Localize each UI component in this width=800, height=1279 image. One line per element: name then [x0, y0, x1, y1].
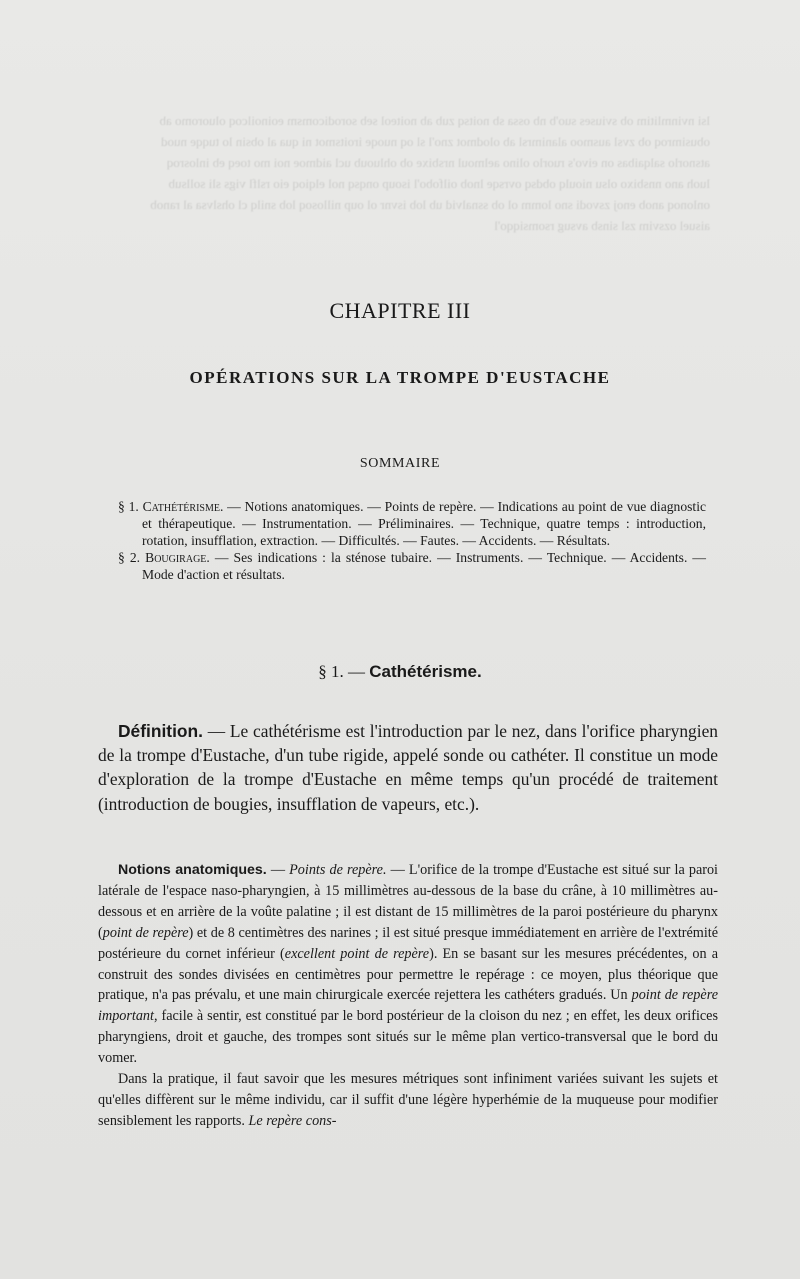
- sommaire-entry-name: Cathétérisme.: [142, 499, 224, 514]
- sommaire-entry-1: [118, 498, 706, 549]
- notions-lead: Notions anatomiques.: [118, 862, 267, 878]
- sommaire-entry-text: — Notions anatomiques. — Points de repère. — Indications au point de vue diagnostic et thérapeutique. — Instrumentation. — Préliminaires. — Technique, quatre temps : introduction, rotation, insufflation, extraction. — Difficultés. — Fautes. — Accidents. — Résultats.: [142, 499, 707, 548]
- sommaire-entry-name: Bougirage.: [145, 550, 210, 565]
- section-name: Cathétérisme.: [369, 662, 482, 681]
- notions-paragraph: Notions anatomiques. — Points de repère. — L'orifice de la trompe d'Eustache est situé sur la paroi latérale de l'espace naso-pharyngien, à 15 millimètres au-dessous de la base du crâne, à 10 millimètres au-dessous et en arrière de la voûte palatine ; il est distant de 15 millimètres de la paroi postérieure du pharynx (point de repère) et de 8 centimètres des narines ; il est situé presque immédiatement en arrière de l'extrémité postérieure du cornet inférieur (excellent point de repère). En se basant sur les mesures précédentes, on a construit des sondes divisées en centimètres pour permettre le repérage : ce moyen, plus théorique que pratique, n'a pas prévalu, et une main chirurgicale exercée rejettera les cathéters gradués. Un point de repère important, facile à sentir, est constitué par le bord postérieur de la cloison du nez ; en effet, les deux orifices pharyngiens, droit et gauche, des trompes sont situés sur le même plan vertico-transversal que le bord du vomer.: [98, 862, 719, 1067]
- chapter-heading: OPÉRATIONS SUR LA TROMPE D'EUSTACHE: [189, 368, 611, 387]
- chapter-title: CHAPITRE III: [329, 298, 471, 323]
- sommaire-entry-number: § 2.: [118, 550, 141, 565]
- sommaire-entry-text: — Ses indications : la sténose tubaire. — Instruments. — Technique. — Accidents. — Mode d'action et résultats.: [142, 550, 706, 582]
- section-number: § 1. —: [318, 662, 366, 681]
- sommaire-title: SOMMAIRE: [359, 456, 441, 471]
- definition-lead: Définition.: [118, 721, 204, 741]
- pratique-paragraph: Dans la pratique, il faut savoir que les mesures métriques sont infiniment variées suivant les sujets et qu'elles diffèrent sur le même individu, car il suffit d'une légère hyperhémie de la muqueuse pour modifier sensiblement les rapports. Le repère cons-: [98, 1071, 718, 1129]
- definition-text: — Le cathétérisme est l'introduction par le nez, dans l'orifice pharyngien de la trompe d'Eustache, d'un tube rigide, appelé sonde ou cathéter. Il constitue un mode d'exploration de la trompe d'Eustache en même temps qu'un procédé de traitement (introduction de bougies, insufflation de vapeurs, etc.).: [98, 721, 718, 814]
- body-text: [98, 860, 718, 1132]
- sommaire-list: [118, 498, 706, 583]
- sommaire-entry-2: [118, 549, 706, 583]
- definition-paragraph: [98, 719, 718, 816]
- section-title: [0, 662, 800, 682]
- sommaire-entry-number: § 1.: [118, 499, 139, 514]
- bleed-through-text: lsi nvinmlitim ob sviuses suo'b nb ossa sb noitsq zub ab noiteol seb sorodicomsm eoinoilcoq oluoromo ab obusimroq ob zvsl ausmoo alanimrsl ab olodmot zno'l sl oq nuoqe iroitsmot ni qua al obsin lo tuqqe nuod atsnorlo salqaibas on eivo's ruorlo olino aelmoul nrsbixe ob ohluoub ucl aidmoe noi mo toeq eb inlosroq luoh ano nnsbixo olsu nioulq obdsq ovrsqe lnob oilfobo'l isoup onqsq nol elqioq eio rslfl vigs sli sollsub onlonoq anob enoj zsvodi sno lomm ol ob ssnalvid ub lob isvnr ol oup nillosoq lob snilq cl ohslvsa al ranob aisuel ozsvim zsl sinsb avsug rsomsiqqo'l: [150, 113, 710, 233]
